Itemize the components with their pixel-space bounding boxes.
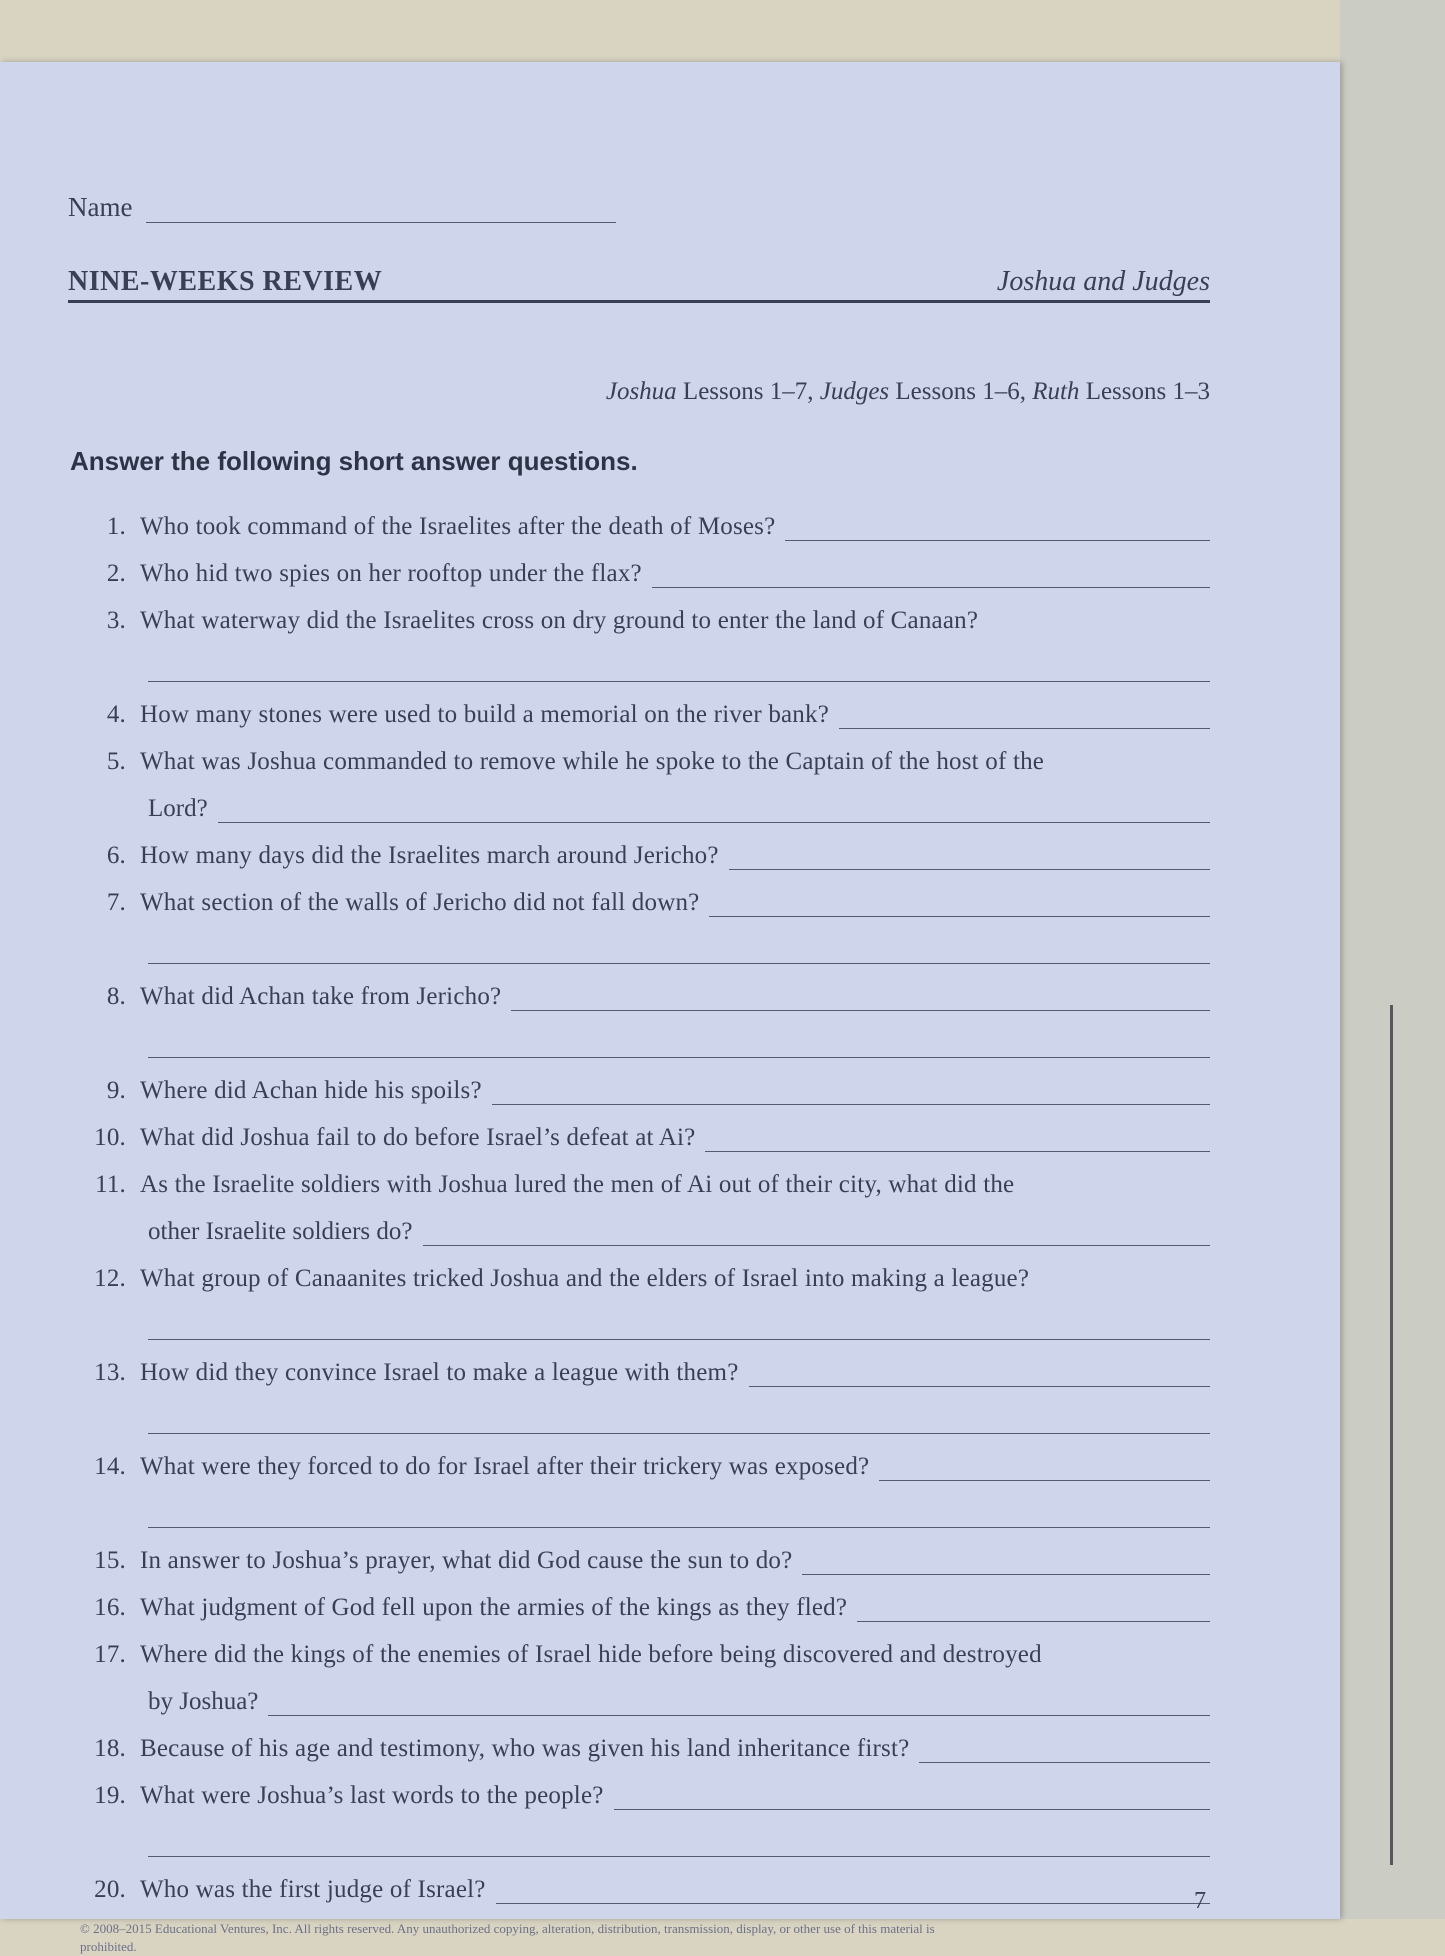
answer-row xyxy=(68,635,1210,682)
lessons-judges-range: Lessons 1–6, xyxy=(889,378,1033,405)
question-18 xyxy=(68,1716,1210,1763)
question-number: 16. xyxy=(94,1594,126,1621)
question-17 xyxy=(68,1622,1210,1669)
answer-line[interactable] xyxy=(879,1460,1210,1481)
question-number: 20. xyxy=(94,1876,126,1903)
question-text: What section of the walls of Jericho did not fall down? xyxy=(140,889,700,916)
question-2 xyxy=(68,541,1210,588)
question-text: What did Joshua fail to do before Israel’s defeat at Ai? xyxy=(140,1124,696,1151)
question-text: What did Achan take from Jericho? xyxy=(140,983,502,1010)
question-text-continued: by Joshua? xyxy=(148,1688,259,1715)
question-11-continued xyxy=(68,1199,1210,1246)
question-number: 7. xyxy=(106,889,126,916)
worksheet-page xyxy=(0,62,1340,1954)
answer-line[interactable] xyxy=(218,802,1210,823)
question-12 xyxy=(68,1246,1210,1293)
question-5-continued xyxy=(68,776,1210,823)
answer-row xyxy=(68,1387,1210,1434)
question-text: Who took command of the Israelites after the death of Moses? xyxy=(140,513,776,540)
question-number: 17. xyxy=(94,1641,126,1668)
answer-line[interactable] xyxy=(148,1413,1210,1434)
question-8 xyxy=(68,964,1210,1011)
question-11 xyxy=(68,1152,1210,1199)
question-number: 15. xyxy=(94,1547,126,1574)
question-text: How many days did the Israelites march around Jericho? xyxy=(140,842,719,869)
answer-row xyxy=(68,1810,1210,1857)
question-13 xyxy=(68,1340,1210,1387)
worksheet-header xyxy=(68,266,1210,303)
lessons-subtitle xyxy=(606,378,1210,406)
answer-line[interactable] xyxy=(857,1601,1210,1622)
answer-line[interactable] xyxy=(919,1742,1210,1763)
answer-line[interactable] xyxy=(496,1883,1210,1904)
question-number: 1. xyxy=(106,513,126,540)
question-number: 12. xyxy=(94,1265,126,1292)
book-title: Joshua and Judges xyxy=(996,266,1210,297)
answer-line[interactable] xyxy=(614,1789,1210,1810)
question-number: 3. xyxy=(106,607,126,634)
answer-line[interactable] xyxy=(802,1554,1210,1575)
answer-line[interactable] xyxy=(749,1366,1211,1387)
instructions: Answer the following short answer questions. xyxy=(70,446,638,476)
question-5 xyxy=(68,729,1210,776)
question-number: 18. xyxy=(94,1735,126,1762)
question-3 xyxy=(68,588,1210,635)
name-field-line[interactable] xyxy=(146,200,616,223)
binder-divider xyxy=(1390,1005,1393,1865)
lessons-judges: Judges xyxy=(819,378,890,405)
answer-line[interactable] xyxy=(148,1037,1210,1058)
question-9 xyxy=(68,1058,1210,1105)
lessons-ruth: Ruth xyxy=(1032,378,1080,405)
question-number: 5. xyxy=(106,748,126,775)
question-text: Where did Achan hide his spoils? xyxy=(140,1077,482,1104)
question-text-continued: other Israelite soldiers do? xyxy=(148,1218,413,1245)
question-number: 6. xyxy=(106,842,126,869)
question-7 xyxy=(68,870,1210,917)
lessons-joshua: Joshua xyxy=(605,378,677,405)
question-text: Because of his age and testimony, who was given his land inheritance first? xyxy=(140,1735,910,1762)
answer-line[interactable] xyxy=(148,1507,1210,1528)
question-text-continued: Lord? xyxy=(148,795,208,822)
answer-line[interactable] xyxy=(423,1225,1211,1246)
question-4 xyxy=(68,682,1210,729)
question-list xyxy=(68,494,1210,1904)
question-text: How did they convince Israel to make a league with them? xyxy=(140,1359,739,1386)
name-row xyxy=(68,192,616,223)
answer-row xyxy=(68,1293,1210,1340)
answer-line[interactable] xyxy=(511,990,1210,1011)
question-text: What were they forced to do for Israel after their trickery was exposed? xyxy=(140,1453,870,1480)
question-text: How many stones were used to build a memorial on the river bank? xyxy=(140,701,830,728)
question-number: 10. xyxy=(94,1124,126,1151)
question-14 xyxy=(68,1434,1210,1481)
question-text: Who hid two spies on her rooftop under the flax? xyxy=(140,560,642,587)
answer-row xyxy=(68,917,1210,964)
page-title: NINE-WEEKS REVIEW xyxy=(68,266,383,297)
question-text: In answer to Joshua’s prayer, what did God cause the sun to do? xyxy=(140,1547,793,1574)
question-text: What waterway did the Israelites cross on dry ground to enter the land of Canaan? xyxy=(140,607,979,634)
question-number: 8. xyxy=(106,983,126,1010)
question-number: 9. xyxy=(106,1077,126,1104)
answer-line[interactable] xyxy=(148,943,1210,964)
answer-line[interactable] xyxy=(652,567,1210,588)
question-text: What group of Canaanites tricked Joshua and the elders of Israel into making a league? xyxy=(140,1265,1030,1292)
page-number: 7 xyxy=(1194,1888,1206,1914)
question-number: 13. xyxy=(94,1359,126,1386)
answer-line[interactable] xyxy=(705,1131,1210,1152)
question-10 xyxy=(68,1105,1210,1152)
answer-line[interactable] xyxy=(709,896,1210,917)
question-number: 19. xyxy=(94,1782,126,1809)
question-number: 14. xyxy=(94,1453,126,1480)
name-label: Name xyxy=(68,192,133,222)
question-number: 4. xyxy=(106,701,126,728)
answer-line[interactable] xyxy=(148,1836,1210,1857)
question-number: 2. xyxy=(106,560,126,587)
lessons-ruth-range: Lessons 1–3 xyxy=(1079,378,1210,405)
question-text: What were Joshua’s last words to the people? xyxy=(140,1782,604,1809)
answer-line[interactable] xyxy=(729,849,1210,870)
answer-row xyxy=(68,1481,1210,1528)
answer-line[interactable] xyxy=(785,520,1210,541)
lessons-joshua-range: Lessons 1–7, xyxy=(676,378,820,405)
question-text: What was Joshua commanded to remove while he spoke to the Captain of the host of the xyxy=(140,748,1045,775)
question-6 xyxy=(68,823,1210,870)
question-15 xyxy=(68,1528,1210,1575)
question-text: Who was the first judge of Israel? xyxy=(140,1876,486,1903)
answer-line[interactable] xyxy=(492,1084,1210,1105)
answer-line[interactable] xyxy=(839,708,1210,729)
question-19 xyxy=(68,1763,1210,1810)
question-text: Where did the kings of the enemies of Israel hide before being discovered and destroyed xyxy=(140,1641,1042,1668)
question-20 xyxy=(68,1857,1210,1904)
answer-row xyxy=(68,1011,1210,1058)
answer-line[interactable] xyxy=(148,661,1210,682)
question-text: As the Israelite soldiers with Joshua lured the men of Ai out of their city, what did the xyxy=(140,1171,1015,1198)
question-1 xyxy=(68,494,1210,541)
question-17-continued xyxy=(68,1669,1210,1716)
question-number: 11. xyxy=(95,1171,126,1198)
question-16 xyxy=(68,1575,1210,1622)
answer-line[interactable] xyxy=(148,1319,1210,1340)
question-text: What judgment of God fell upon the armies of the kings as they fled? xyxy=(140,1594,848,1621)
copyright-notice: © 2008–2015 Educational Ventures, Inc. All rights reserved. Any unauthorized copying, alteration, distribution, transmission, display, or other use of this material is prohibited. xyxy=(80,1921,935,1954)
answer-line[interactable] xyxy=(268,1695,1210,1716)
